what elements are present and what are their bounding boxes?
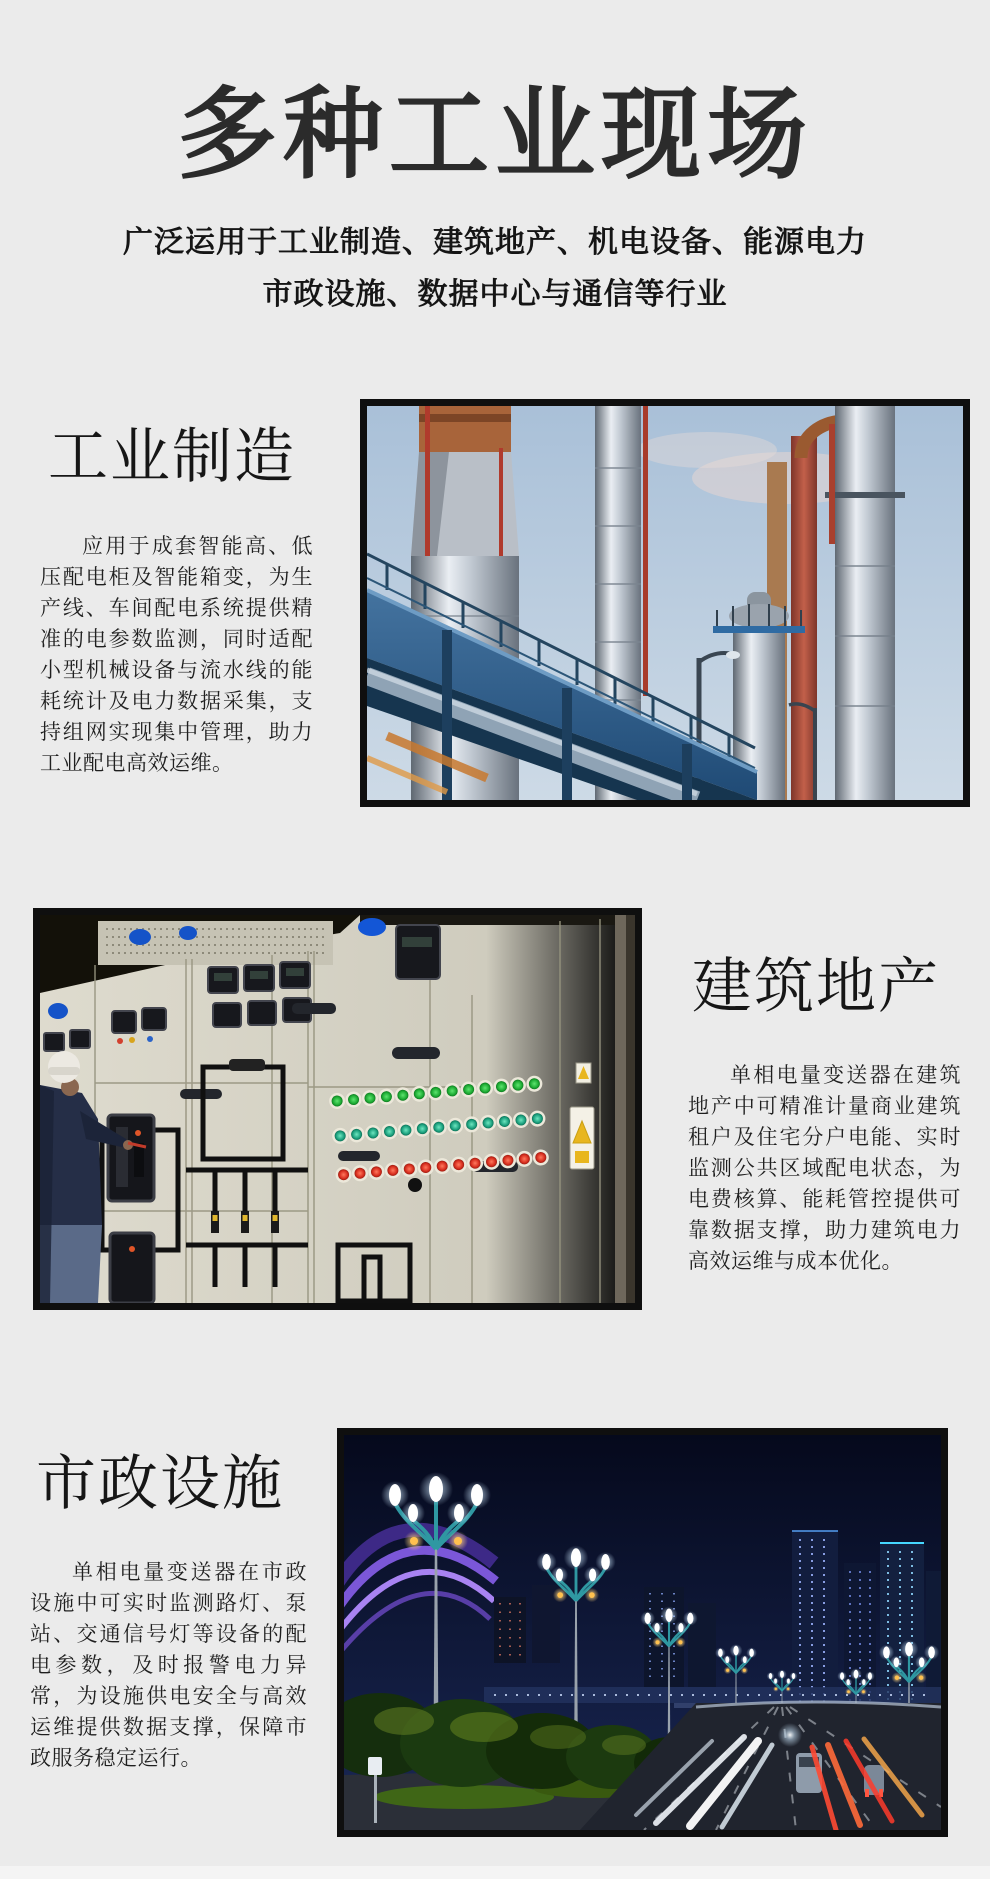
bottom-strip — [0, 1866, 990, 1879]
refinery-photo — [360, 399, 970, 807]
section-body-construction-real-estate: 单相电量变送器在建筑地产中可精准计量商业建筑租户及住宅分户电能、实时监测公共区域配电状态，为电费核算、能耗管控提供可靠数据支撑，助力建筑电力高效运维与成本优化。 — [688, 1064, 961, 1273]
section-body-municipal-facilities: 单相电量变送器在市政设施中可实时监测路灯、泵站、交通信号灯等设备的配电参数，及时报警电力异常，为设施供电安全与高效运维提供数据支撑，保障市政服务稳定运行。 — [30, 1561, 307, 1770]
section-body-industrial-manufacturing: 应用于成套智能高、低压配电柜及智能箱变，为生产线、车间配电系统提供精准的电参数监测，同时适配小型机械设备与流水线的能耗统计及电力数据采集，支持组网实现集中管理，助力工业配电高效运维。 — [40, 535, 313, 775]
switchgear-room-photo — [33, 908, 642, 1310]
city-night-photo — [337, 1428, 948, 1837]
switchgear-room-photo-illustration — [40, 915, 635, 1303]
city-night-photo-illustration — [344, 1435, 941, 1830]
section-heading-municipal-facilities: 市政设施 — [36, 1450, 284, 1517]
subtitle-line-1: 广泛运用于工业制造、建筑地产、机电设备、能源电力 — [123, 226, 867, 259]
page-subtitle — [0, 217, 990, 321]
refinery-photo-illustration — [367, 406, 963, 800]
section-heading-construction-real-estate: 建筑地产 — [692, 953, 940, 1020]
page-title: 多种工业现场 — [177, 79, 813, 191]
section-heading-industrial-manufacturing: 工业制造 — [48, 423, 296, 490]
subtitle-line-2: 市政设施、数据中心与通信等行业 — [262, 278, 728, 311]
